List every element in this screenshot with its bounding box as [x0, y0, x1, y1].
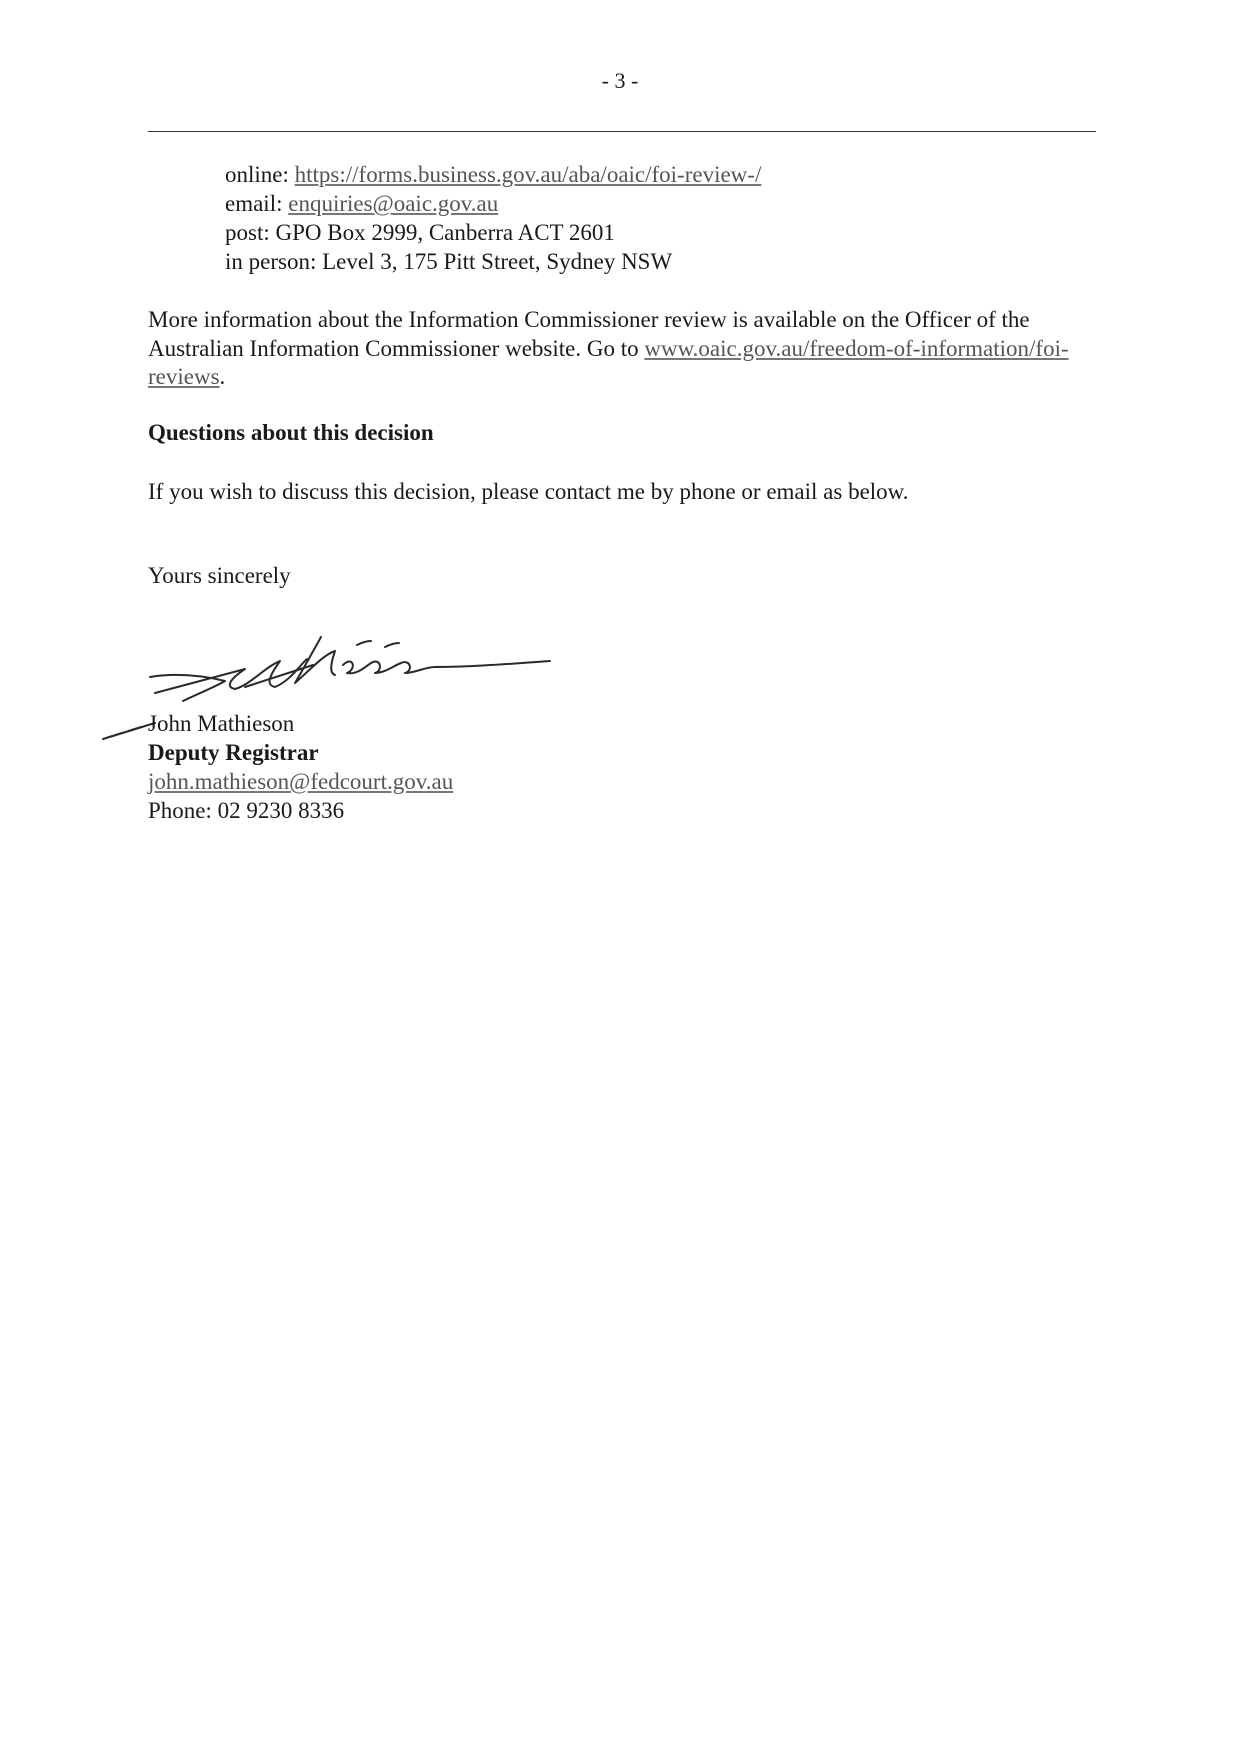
- online-line: [225, 160, 761, 189]
- signatory-phone: Phone: 02 9230 8336: [148, 798, 345, 823]
- questions-heading: Questions about this decision: [148, 420, 434, 445]
- signatory-email-link[interactable]: john.mathieson@fedcourt.gov.au: [148, 769, 454, 794]
- online-review-link[interactable]: https://forms.business.gov.au/aba/oaic/foi-review-/: [294, 162, 762, 187]
- info-paragraph: [148, 306, 1098, 392]
- signatory-name: John Mathieson: [148, 711, 295, 736]
- email-line: [225, 189, 761, 218]
- page-number: - 3 -: [601, 68, 639, 93]
- review-contact-block: [225, 160, 761, 276]
- signature-block: [148, 709, 453, 825]
- foi-reviews-link[interactable]: www.oaic.gov.au/freedom-of-information/foi-reviews: [148, 335, 1069, 389]
- oaic-email-link[interactable]: enquiries@oaic.gov.au: [288, 191, 499, 216]
- email-label: email:: [225, 191, 283, 216]
- closing-salutation: Yours sincerely: [148, 563, 291, 588]
- info-paragraph-tail: .: [219, 364, 226, 389]
- online-label: online:: [225, 162, 289, 187]
- signatory-title: Deputy Registrar: [148, 740, 319, 765]
- header-rule: [148, 131, 1096, 132]
- info-paragraph-text: More information about the Information Commissioner review is available on the Officer of the Australian Information Commissioner website. Go to: [148, 307, 1030, 361]
- in-person-line: in person: Level 3, 175 Pitt Street, Sydney NSW: [225, 249, 673, 274]
- discuss-paragraph: If you wish to discuss this decision, please contact me by phone or email as below.: [148, 479, 909, 504]
- post-line: post: GPO Box 2999, Canberra ACT 2601: [225, 220, 615, 245]
